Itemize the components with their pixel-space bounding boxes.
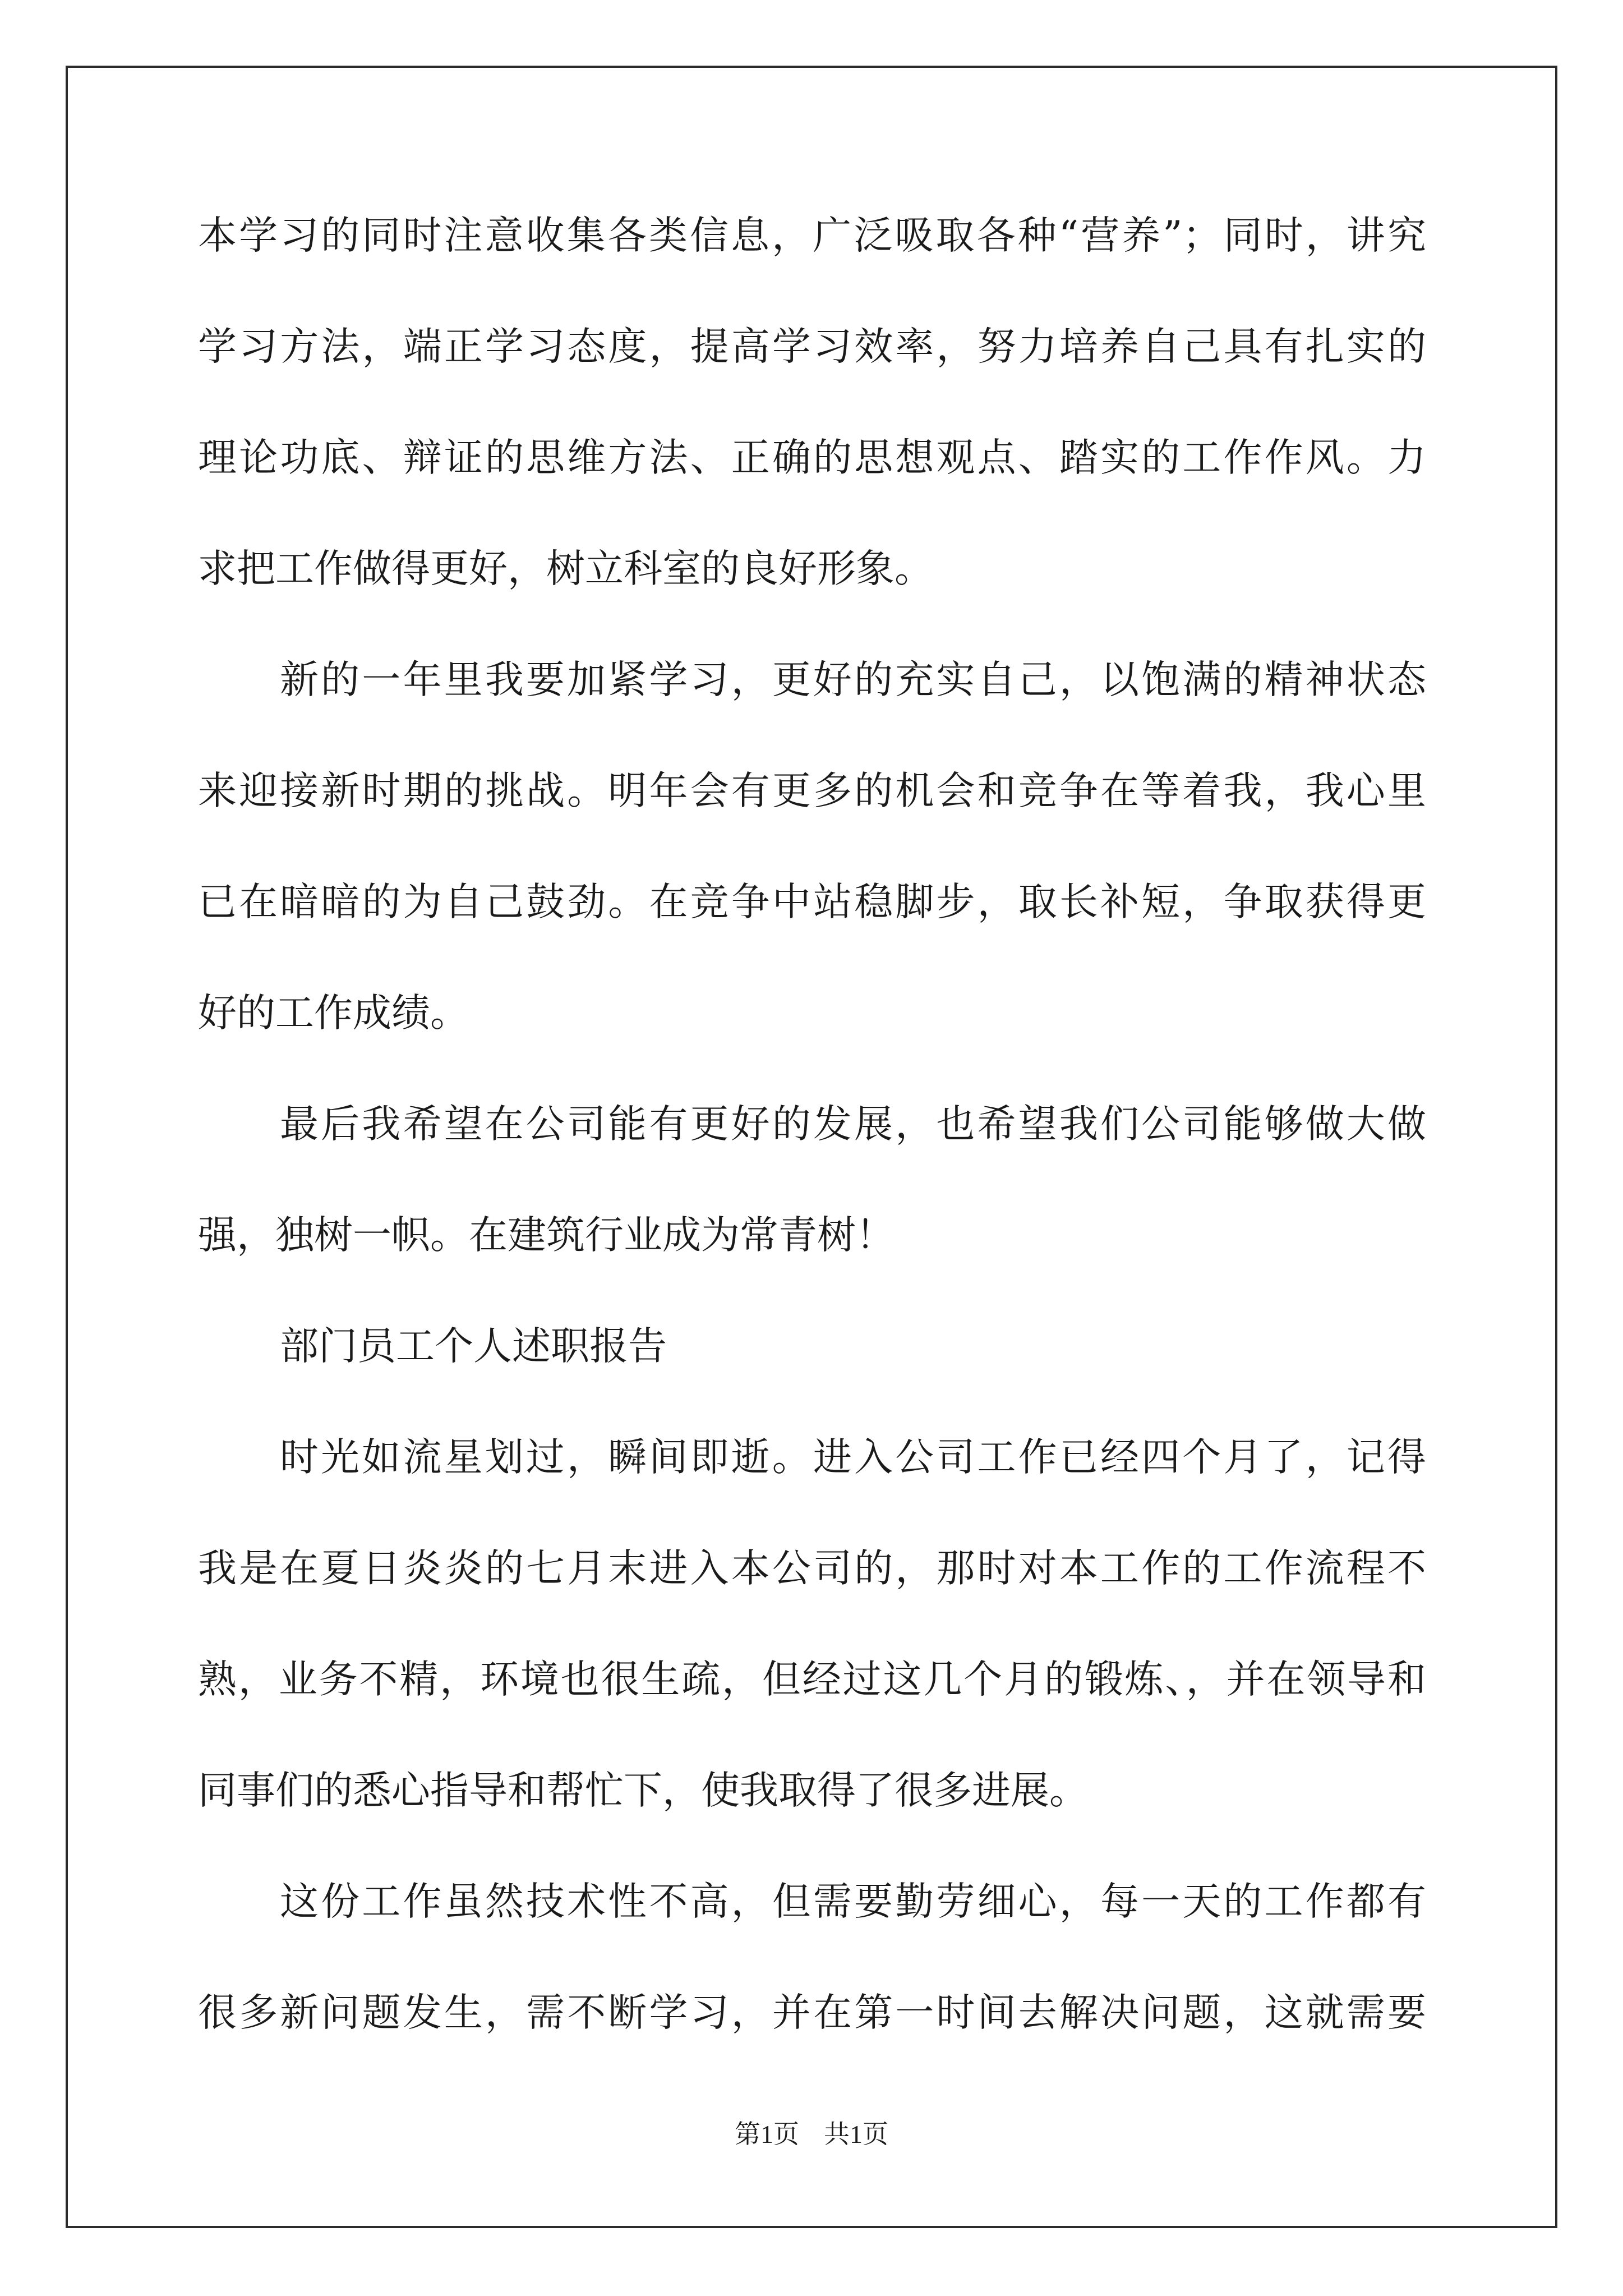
text-line: 本学习的同时注意收集各类信息，广泛吸取各种“营养”；同时，讲究 [198, 213, 1426, 258]
paragraph-first-line: 新的一年里我要加紧学习，更好的充实自己，以饱满的精神状态 [280, 657, 1426, 702]
text-line: 学习方法，端正学习态度，提高学习效率，努力培养自己具有扎实的 [198, 324, 1426, 369]
text-line: 同事们的悉心指导和帮忙下，使我取得了很多进展。 [198, 1768, 1088, 1813]
text-line: 强，独树一帜。在建筑行业成为常青树！ [198, 1213, 895, 1258]
paragraph-first-line: 最后我希望在公司能有更好的发展，也希望我们公司能够做大做 [280, 1102, 1426, 1147]
text-line: 很多新问题发生，需不断学习，并在第一时间去解决问题，这就需要 [198, 1990, 1426, 2035]
paragraph-first-line: 这份工作虽然技术性不高，但需要勤劳细心，每一天的工作都有 [280, 1879, 1426, 1924]
text-line: 已在暗暗的为自己鼓劲。在竞争中站稳脚步，取长补短，争取获得更 [198, 880, 1426, 924]
document-body [198, 208, 1426, 2041]
text-line: 我是在夏日炎炎的七月末进入本公司的，那时对本工作的工作流程不 [198, 1546, 1426, 1591]
paragraph-first-line: 时光如流星划过，瞬间即逝。进入公司工作已经四个月了，记得 [280, 1435, 1426, 1480]
text-line: 好的工作成绩。 [198, 991, 469, 1036]
text-line: 求把工作做得更好，树立科室的良好形象。 [198, 546, 933, 591]
page-total: 共1页 [824, 2120, 888, 2148]
text-line: 理论功底、辩证的思维方法、正确的思想观点、踏实的工作作风。力 [198, 435, 1426, 480]
page-footer [0, 2118, 1623, 2151]
text-line: 来迎接新时期的挑战。明年会有更多的机会和竞争在等着我，我心里 [198, 769, 1426, 813]
page-number: 第1页 [735, 2120, 799, 2148]
text-line: 熟，业务不精，环境也很生疏，但经过这几个月的锻炼、，并在领导和 [198, 1657, 1426, 1702]
section-heading: 部门员工个人述职报告 [280, 1324, 667, 1369]
